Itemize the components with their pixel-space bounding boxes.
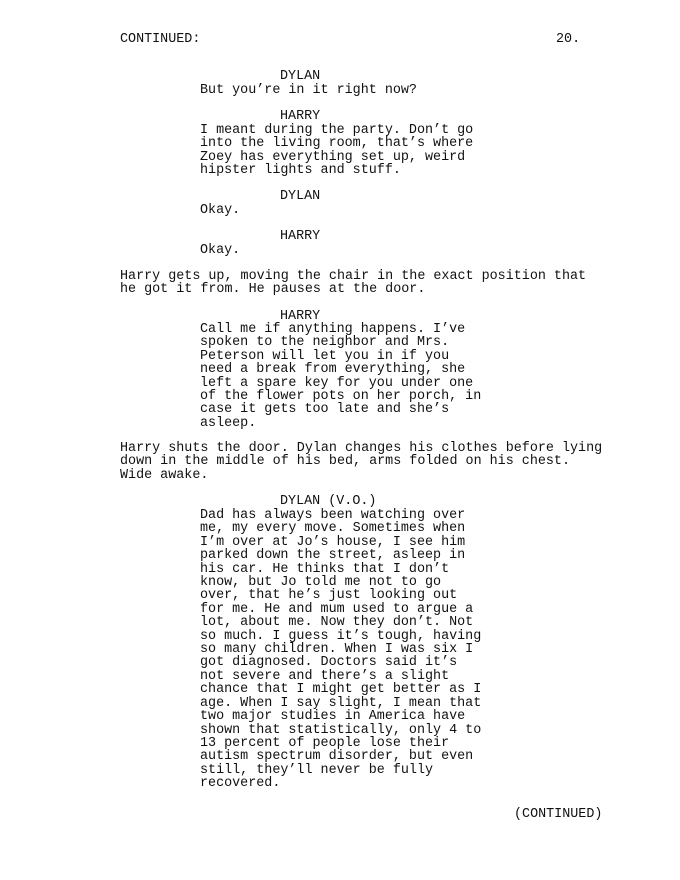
character-cue-dylan: DYLAN xyxy=(280,189,321,204)
character-cue-dylan-vo: DYLAN (V.O.) xyxy=(280,494,377,509)
dialogue-harry: Okay. xyxy=(200,243,241,258)
character-cue-harry: HARRY xyxy=(280,109,321,124)
character-cue-dylan: DYLAN xyxy=(280,69,321,84)
dialogue-harry: I meant during the party. Don’t go into the living room, that’s where Zoey has everything set up, weird hipster lights and stuff. xyxy=(200,123,474,179)
dialogue-harry: Call me if anything happens. I’ve spoken to the neighbor and Mrs. Peterson will let you in if you need a break from everything, she left a spare key for you under one of the flower pots on her porch, in case it gets too late and she’s asleep. xyxy=(200,322,482,431)
character-cue-harry: HARRY xyxy=(280,229,321,244)
continued-header: CONTINUED: xyxy=(120,32,201,47)
character-cue-harry: HARRY xyxy=(280,309,321,324)
continued-footer: (CONTINUED) xyxy=(514,807,603,822)
dialogue-dylan-vo: Dad has always been watching over me, my every move. Sometimes when I’m over at Jo’s house, I see him parked down the street, asleep in his car. He thinks that I don’t know, but Jo told me not to go over, that he’s just looking out for me. He and mum used to argue a lot, about me. Now they don’t. Not so much. I guess it’s tough, having so many children. When I was six I got diagnosed. Doctors said it’s not severe and there’s a slight chance that I might get better as I age. When I say slight, I mean that two major studies in America have shown that statistically, only 4 to 13 percent of people lose their autism spectrum disorder, but even still, they’ll never be fully recovered. xyxy=(200,508,482,792)
page-number: 20. xyxy=(556,32,581,47)
dialogue-dylan: Okay. xyxy=(200,203,241,218)
action-line: Harry shuts the door. Dylan changes his clothes before lying down in the middle of his bed, arms folded on his chest. Wide awake. xyxy=(120,441,603,483)
dialogue-dylan: But you’re in it right now? xyxy=(200,83,417,98)
action-line: Harry gets up, moving the chair in the exact position that he got it from. He pauses at the door. xyxy=(120,269,587,298)
